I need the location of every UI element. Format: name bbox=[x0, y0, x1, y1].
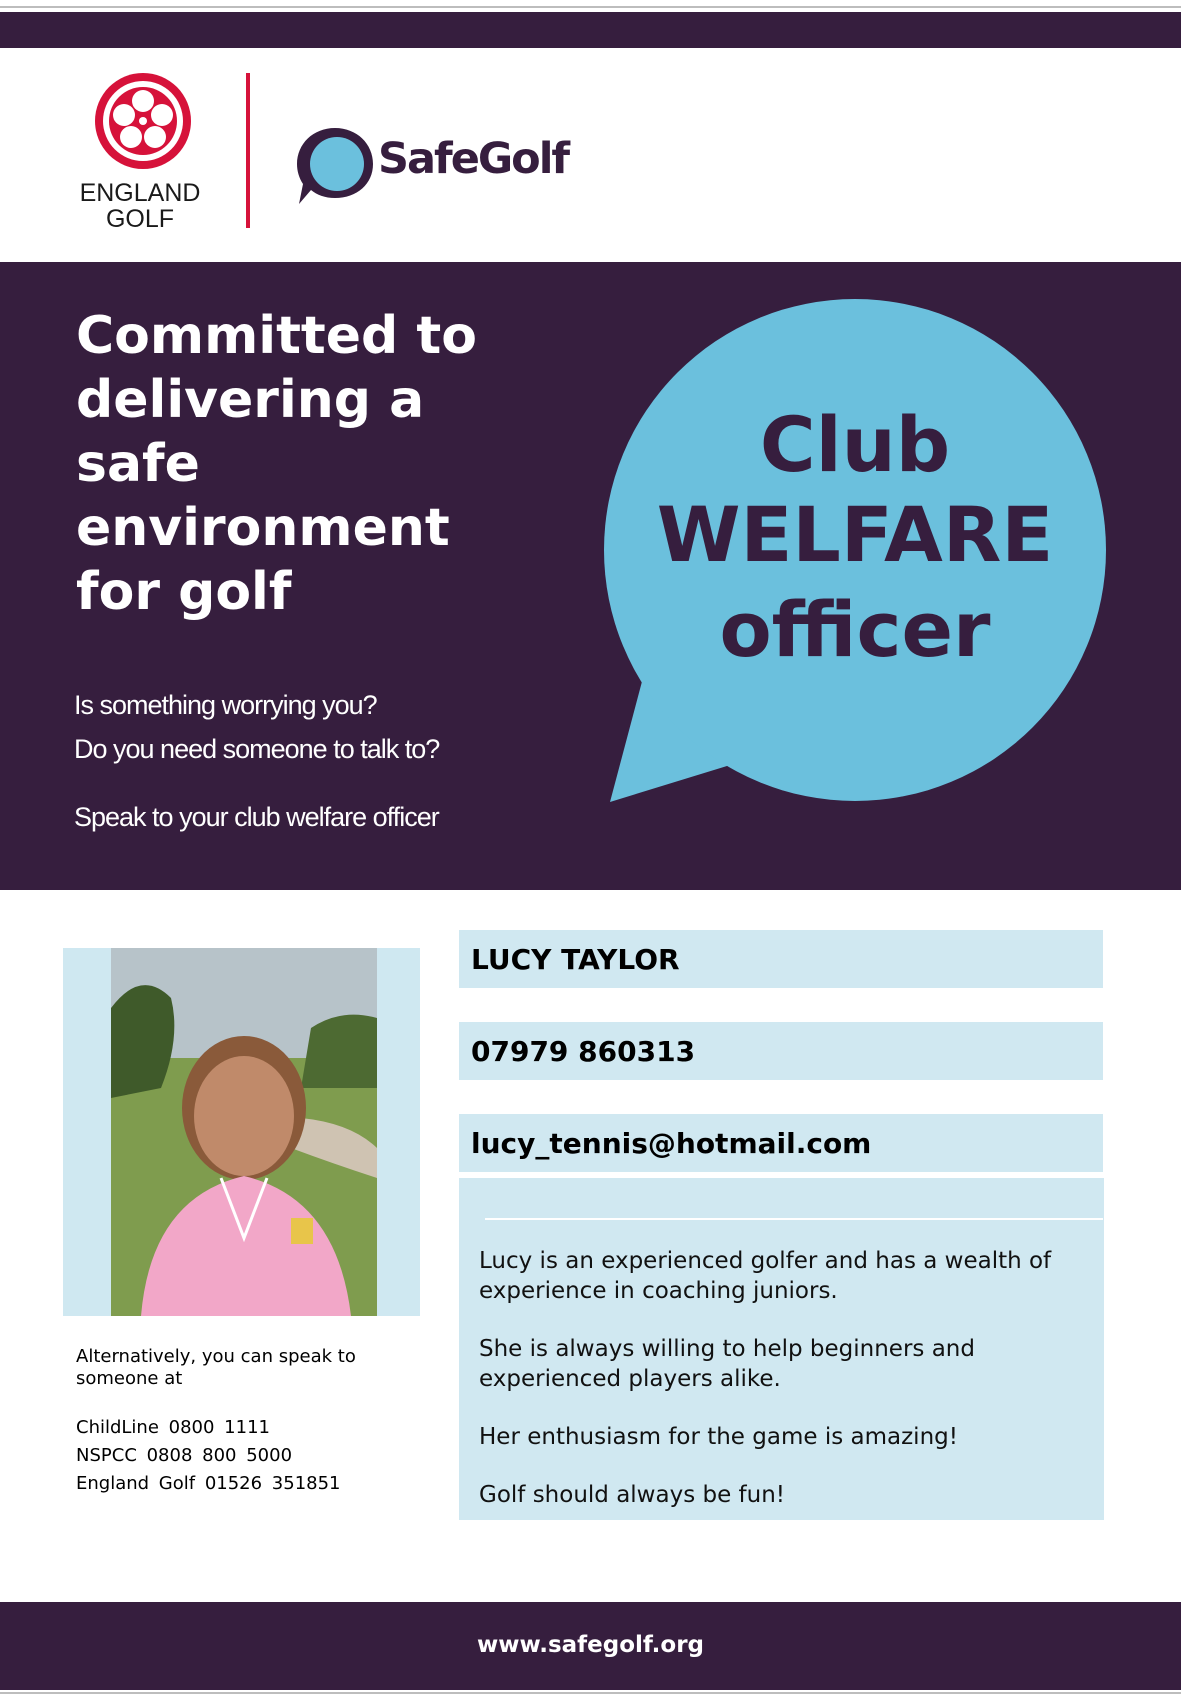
question-worrying: Is something worrying you? bbox=[74, 690, 377, 720]
question-talk: Do you need someone to talk to? bbox=[74, 734, 440, 764]
bio-paragraph: Lucy is an experienced golfer and has a wealth of experience in coaching juniors. bbox=[479, 1248, 1052, 1304]
helpline-nspcc: NSPCC 0808 800 5000 bbox=[76, 1445, 293, 1466]
officer-email[interactable]: lucy_tennis@hotmail.com bbox=[459, 1114, 1103, 1172]
bubble-line-officer: officer bbox=[719, 585, 991, 674]
england-golf-line1: ENGLAND bbox=[79, 179, 201, 207]
safegolf-wordmark: SafeGolf bbox=[378, 134, 569, 184]
headline-line: environment bbox=[76, 498, 450, 558]
bubble-line-welfare: WELFARE bbox=[656, 490, 1054, 579]
england-golf-wordmark bbox=[70, 180, 210, 232]
top-banner bbox=[0, 12, 1181, 48]
logo-divider bbox=[246, 73, 250, 228]
helpline-england-golf: England Golf 01526 351851 bbox=[76, 1473, 341, 1494]
rose-emblem-icon bbox=[92, 70, 194, 172]
helpline-childline: ChildLine 0800 1111 bbox=[76, 1417, 270, 1438]
bubble-line-club: Club bbox=[759, 400, 951, 489]
england-golf-line2: GOLF bbox=[105, 205, 175, 233]
speech-bubble-icon bbox=[295, 124, 377, 208]
footer-url-link[interactable]: www.safegolf.org bbox=[476, 1632, 705, 1658]
officer-name: LUCY TAYLOR bbox=[459, 930, 1103, 988]
headline-line: delivering a safe bbox=[76, 370, 425, 494]
bio-paragraph: Golf should always be fun! bbox=[479, 1482, 786, 1508]
officer-phone[interactable]: 07979 860313 bbox=[459, 1022, 1103, 1080]
top-rule bbox=[0, 6, 1181, 8]
hero-headline bbox=[76, 304, 556, 624]
bottom-rule bbox=[0, 1692, 1181, 1694]
alternatives-intro: Alternatively, you can speak to someone at bbox=[76, 1346, 356, 1389]
bio-paragraph: She is always willing to help beginners and experienced players alike. bbox=[479, 1336, 975, 1392]
bio-divider bbox=[485, 1218, 1103, 1220]
call-to-action: Speak to your club welfare officer bbox=[74, 802, 439, 832]
bio-paragraph: Her enthusiasm for the game is amazing! bbox=[479, 1424, 958, 1450]
helpline-list bbox=[76, 1414, 341, 1498]
headline-line: for golf bbox=[76, 562, 292, 622]
officer-bio bbox=[479, 1246, 1089, 1538]
officer-photo bbox=[111, 948, 377, 1316]
headline-line: Committed to bbox=[76, 306, 477, 366]
bubble-title bbox=[620, 400, 1090, 680]
